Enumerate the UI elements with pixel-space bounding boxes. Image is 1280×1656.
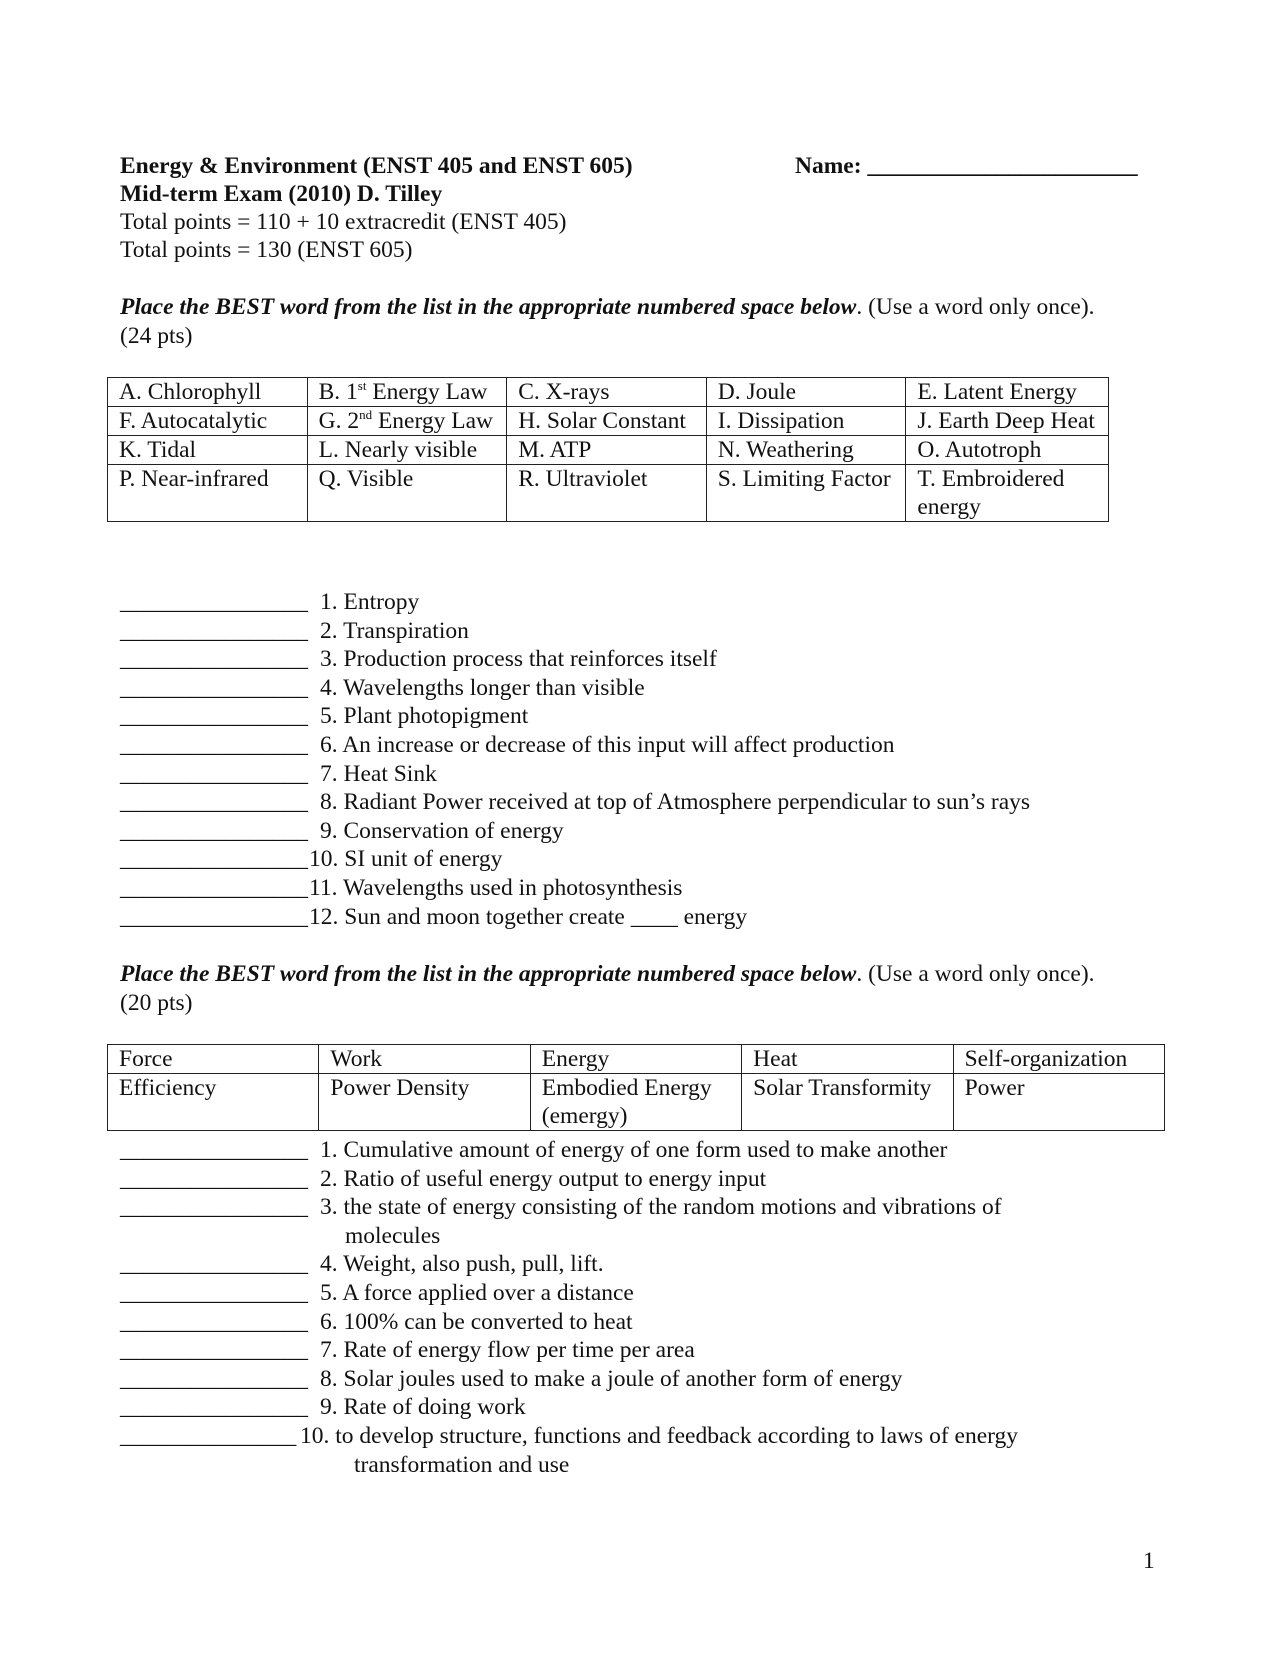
word-bank-text: Energy Law	[372, 408, 494, 434]
word-bank-row	[108, 1045, 1165, 1074]
question-text: 5. Plant photopigment	[320, 703, 529, 730]
answer-blank[interactable]: ________________	[120, 1194, 308, 1221]
page-number: 1	[1143, 1548, 1155, 1574]
section1-instruction-emphasis: Place the BEST word from the list in the appropriate numbered space below	[120, 294, 857, 320]
word-bank-row	[108, 465, 1109, 522]
answer-blank[interactable]: ________________	[120, 817, 308, 844]
answer-blank[interactable]: ________________	[120, 1337, 308, 1364]
word-bank-row	[108, 407, 1109, 436]
answer-blank[interactable]: ________________	[120, 617, 308, 644]
word-bank-cell: Energy	[530, 1045, 741, 1074]
word-bank-2	[107, 1044, 1165, 1131]
answer-blank[interactable]: ________________	[120, 1137, 308, 1163]
word-bank-row	[108, 1074, 1165, 1131]
word-bank-cell: Solar Transformity	[742, 1074, 953, 1131]
question-text: 9. Conservation of energy	[320, 817, 564, 844]
word-bank-cell: F. Autocatalytic	[108, 407, 308, 436]
answer-blank[interactable]: ________________	[120, 1394, 308, 1421]
section1-instruction	[120, 293, 1120, 350]
superscript: st	[357, 378, 367, 394]
answer-blank[interactable]: ________________	[120, 874, 308, 901]
word-bank-cell: E. Latent Energy	[906, 378, 1109, 407]
word-bank-cell: T. Embroidered energy	[906, 465, 1109, 522]
word-bank-cell: K. Tidal	[108, 436, 308, 465]
word-bank-cell	[307, 407, 507, 436]
course-title: Energy & Environment (ENST 405 and ENST 605)	[120, 153, 633, 179]
question-text: molecules	[345, 1222, 441, 1249]
word-bank-cell: Q. Visible	[307, 465, 507, 522]
word-bank-cell: L. Nearly visible	[307, 436, 507, 465]
word-bank-cell: C. X-rays	[507, 378, 707, 407]
answer-blank[interactable]: ________________	[120, 1308, 308, 1335]
word-bank-cell: Power	[953, 1074, 1164, 1131]
question-text: 3. the state of energy consisting of the random motions and vibrations of	[320, 1194, 1002, 1221]
word-bank-1	[107, 377, 1109, 522]
answer-blank[interactable]: ________________	[120, 1251, 308, 1278]
word-bank-cell: Efficiency	[108, 1074, 319, 1131]
section1-instruction-rest: . (Use a word only once). (24 pts)	[120, 294, 1095, 349]
question-text: 9. Rate of doing work	[320, 1394, 526, 1421]
word-bank-cell: Work	[319, 1045, 530, 1074]
answer-blank[interactable]: ________________	[120, 731, 308, 758]
section2-instruction	[120, 960, 1120, 1017]
question-text: 7. Rate of energy flow per time per area	[320, 1337, 695, 1364]
word-bank-cell: J. Earth Deep Heat	[906, 407, 1109, 436]
word-bank-cell: Power Density	[319, 1074, 530, 1131]
question-text: 1. Cumulative amount of energy of one form used to make another	[320, 1137, 948, 1163]
question-text: 2. Ratio of useful energy output to energy input	[320, 1165, 767, 1192]
answer-blank[interactable]: ________________	[120, 1165, 308, 1192]
question-text: 7. Heat Sink	[320, 760, 437, 787]
word-bank-cell: N. Weathering	[706, 436, 906, 465]
answer-blank[interactable]: ________________	[120, 1365, 308, 1392]
word-bank-cell: Force	[108, 1045, 319, 1074]
word-bank-text: Energy Law	[366, 379, 488, 405]
word-bank-cell: I. Dissipation	[706, 407, 906, 436]
word-bank-cell: Embodied Energy (emergy)	[530, 1074, 741, 1131]
answer-blank[interactable]: ________________	[120, 589, 308, 615]
question-text: 4. Weight, also push, pull, lift.	[320, 1251, 604, 1278]
word-bank-cell	[307, 378, 507, 407]
word-bank-row	[108, 378, 1109, 407]
superscript: nd	[359, 407, 373, 423]
question-text: 11. Wavelengths used in photosynthesis	[309, 874, 683, 901]
answer-blank[interactable]: ________________	[120, 703, 308, 730]
word-bank-row	[108, 436, 1109, 465]
word-bank-cell: S. Limiting Factor	[706, 465, 906, 522]
question-text: 3. Production process that reinforces itself	[320, 646, 717, 673]
answer-blank[interactable]: ________________	[120, 903, 308, 930]
answer-blank[interactable]: ________________	[120, 646, 308, 673]
question-text: 1. Entropy	[320, 589, 420, 615]
word-bank-cell: M. ATP	[507, 436, 707, 465]
word-bank-text: B. 1	[318, 379, 358, 405]
word-bank-cell: H. Solar Constant	[507, 407, 707, 436]
word-bank-cell: R. Ultraviolet	[507, 465, 707, 522]
answer-blank[interactable]: ________________	[120, 846, 308, 873]
word-bank-cell: Self-organization	[953, 1045, 1164, 1074]
word-bank-text: G. 2	[318, 408, 360, 434]
question-text: 8. Radiant Power received at top of Atmosphere perpendicular to sun’s rays	[320, 789, 1031, 816]
word-bank-cell: D. Joule	[706, 378, 906, 407]
answer-blank[interactable]: ________________	[120, 1279, 308, 1306]
answer-blank[interactable]: ________________	[120, 760, 308, 787]
total-points-405: Total points = 110 + 10 extracredit (ENST 405)	[120, 209, 567, 235]
question-text: 10. to develop structure, functions and feedback according to laws of energy	[300, 1422, 1019, 1449]
word-bank-cell: P. Near-infrared	[108, 465, 308, 522]
name-field-label: Name: _______________________	[795, 153, 1138, 179]
answer-blank[interactable]: ________________	[120, 674, 308, 701]
question-text: 6. An increase or decrease of this input will affect production	[320, 731, 895, 758]
question-text: 6. 100% can be converted to heat	[320, 1308, 633, 1335]
question-text: 2. Transpiration	[320, 617, 469, 644]
answer-blank[interactable]: _______________	[120, 1422, 297, 1449]
question-text: 5. A force applied over a distance	[320, 1279, 634, 1306]
total-points-605: Total points = 130 (ENST 605)	[120, 237, 413, 263]
word-bank-cell: A. Chlorophyll	[108, 378, 308, 407]
question-text: 4. Wavelengths longer than visible	[320, 674, 645, 701]
word-bank-cell: O. Autotroph	[906, 436, 1109, 465]
question-text: transformation and use	[354, 1451, 570, 1478]
word-bank-cell: Heat	[742, 1045, 953, 1074]
section2-instruction-rest: . (Use a word only once). (20 pts)	[120, 961, 1095, 1016]
question-text: 12. Sun and moon together create ____ energy	[309, 903, 748, 930]
question-text: 10. SI unit of energy	[309, 846, 503, 873]
answer-blank[interactable]: ________________	[120, 789, 308, 816]
section2-instruction-emphasis: Place the BEST word from the list in the appropriate numbered space below	[120, 961, 857, 987]
exam-title: Mid-term Exam (2010) D. Tilley	[120, 181, 443, 207]
question-text: 8. Solar joules used to make a joule of another form of energy	[320, 1365, 903, 1392]
